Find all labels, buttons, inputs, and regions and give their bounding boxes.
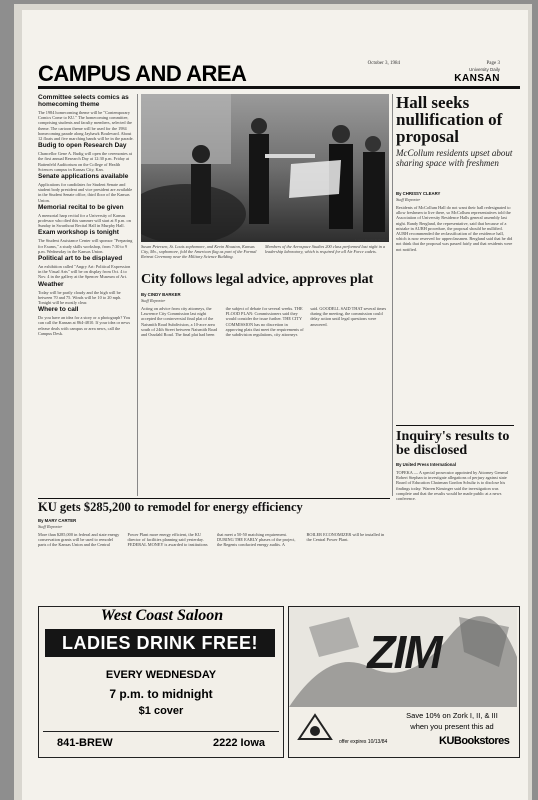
brief-text: The 1984 homecoming theme will be "Contemporary Comics Come to KU." The homecoming committee, comprising students and faculty members, selected the theme. The cartoon theme will be used for the 1984 homecoming parade along Jayhawk Boulevard. About 12 floats and five marching bands will be in the parade. — [38, 110, 134, 142]
city-body: Acting on advice from city attorneys, the Lawrence City Commission last night accepted the controversial final plat of the Naismith Road Subdivision, a 10-acre area south of 24th Street between Naismith Road and Ousdahl Road. The final plat had been the subject of debate for several weeks. THE FLOOD PLAN: Commissioners said they would consider the issue further. THE CITY COMMISSION has no discretion in approving plats that meet the requirements of the subdivision regulations, city attorneys said. GOODELL SAID THAT several times during the meeting, the commission could delay action until legal questions were answered. — [141, 306, 387, 338]
brief-heading: Budig to open Research Day — [38, 142, 127, 150]
hall-body: Residents of McCollum Hall do not want their hall redesignated to allow freshmen to live there, so McCollum representatives told the Association of University Residence Halls general assembly last night. Randy Bergland, the representative, said that because of a mistake in AURH procedure, the proposal should be nullified. AURH recommended the reclassification of the residence hall, which is now reserved for upperclassmen. Bergland said that he did not think that the proposal was passed fairly and that residents were not notified. — [396, 205, 513, 252]
brief-item — [38, 281, 134, 306]
ku-rule — [38, 498, 390, 499]
brief-item — [38, 255, 134, 280]
zork-ad-title: ZIM — [367, 626, 441, 678]
ceremony-photo-image — [141, 94, 389, 242]
paper-nameplate: KANSAN — [454, 73, 500, 84]
ku-role: Staff Reporter — [38, 524, 63, 529]
saloon-ad-address: 2222 Iowa — [213, 737, 265, 749]
saloon-ad-rule — [43, 731, 279, 732]
brief-heading: Committee selects comics as homecoming theme — [38, 94, 129, 108]
saloon-ad-banner — [45, 629, 275, 657]
column-divider — [137, 94, 138, 496]
brief-heading: Where to call — [38, 306, 79, 314]
brief-text: The Student Assistance Center will sponsor "Preparing for Exams," a study skills workshop, from 7:30 to 9 p.m. Wednesday in the Kansas Union. — [38, 238, 133, 254]
photo-credit: Laurie Kennedy/Kansan — [354, 238, 389, 242]
inquiry-rule — [396, 425, 514, 426]
brief-heading: Exam workshop is tonight — [38, 229, 119, 237]
zork-ad-present-line: when you present this ad — [410, 722, 494, 731]
column-divider — [392, 94, 393, 496]
hall-byline: By CHRISSY CLEARY — [396, 191, 441, 196]
saloon-ad-time: 7 p.m. to midnight — [109, 687, 213, 701]
saloon-ad-headline: LADIES DRINK FREE! — [61, 633, 258, 653]
university-label: University Daily — [468, 67, 500, 72]
section-title: CAMPUS AND AREA — [38, 61, 247, 86]
brief-text: An exhibition called "Angry Art: Political Expression in the Visual Arts" will be on display from Oct. 4 to Nov. 4 in the gallery at the Spencer Museum of Art. — [38, 264, 131, 280]
inquiry-byline-block — [396, 462, 514, 469]
brief-text: Today will be partly cloudy and the high will be between 70 and 75. Winds will be 10 to 20 mph. Tonight will be mostly clear. — [38, 289, 122, 306]
bookstore-ad — [288, 606, 520, 758]
brief-text: Do you have an idea for a story or a photograph? You can call the Kansan at 864-4810. If your idea or news release deals with campus or area news, call the Campus Desk. — [38, 315, 131, 336]
photo-caption-left: Susan Petersen, St. Louis sophomore, and Kevin Houston, Kansas City, Mo., sophomore, fold the American flag as part of the Formal Retreat Ceremony near the Military Science Building. — [141, 244, 257, 260]
ku-byline: By MARY CARTER — [38, 518, 77, 523]
brief-item — [38, 173, 134, 203]
zork-ad-emblem-icon — [295, 711, 335, 743]
briefs-column — [38, 94, 134, 496]
saloon-ad — [38, 606, 284, 758]
inquiry-byline: By United Press International — [396, 462, 456, 467]
city-headline: City follows legal advice, approves plat — [141, 272, 374, 287]
ku-body: More than $285,000 in federal and state energy conservation grants will be used to remodel parts of the Kansas Union and the Central Power Plant more energy efficient, the KU director of facilities planning said yesterday. FEDERAL MONEY is awarded to institutions that meet a 50-50 matching requirement. DURING THE EARLY phases of the project, the Regents conducted energy audits. A BOILER ECONOMIZER will be installed in the Central Power Plant. — [38, 532, 385, 548]
brief-item — [38, 142, 134, 172]
inquiry-headline: Inquiry's results to be disclosed — [396, 429, 510, 458]
hall-role: Staff Reporter — [396, 197, 421, 202]
city-role: Staff Reporter — [141, 298, 166, 303]
hall-deck: McCollum residents upset about sharing space with freshmen — [396, 148, 513, 168]
brief-item — [38, 306, 134, 336]
header-rule — [38, 86, 520, 89]
zork-ad-offer: offer expires 10/13/84 — [339, 739, 388, 745]
inquiry-body: TOPEKA — A special prosecutor appointed by Attorney General Robert Stephan to investigate allegations of perjury against state Board of Education Chairman Gordon Schultz is to disclose his findings today. Warren Kinsinger said the investigation was complete and that the results would be made public at a news conference. — [396, 470, 509, 502]
zork-ad-save-line: Save 10% on Zork I, II, & III — [406, 711, 498, 720]
brief-text: Chancellor Gene A. Budig will open the ceremonies at the first annual Research Day at 12:30 p.m. Friday at Battenfeld Auditorium on the College of Health Sciences campus in Kansas City, Kan. — [38, 151, 132, 172]
saloon-ad-cover: $1 cover — [138, 705, 184, 717]
issue-date: October 3, 1984 — [367, 61, 400, 66]
brief-heading: Weather — [38, 280, 64, 288]
saloon-ad-schedule: EVERY WEDNESDAY — [105, 669, 217, 681]
brief-text: Applications for candidates for Student Senate and student body president and vice president are available in the Student Senate office, third floor of the Kansas Union. — [38, 182, 133, 203]
city-byline: By CINDY BARKER — [141, 292, 181, 297]
hall-headline: Hall seeks nullification of proposal — [396, 93, 503, 146]
brief-item — [38, 229, 134, 254]
saloon-ad-phone: 841-BREW — [57, 737, 113, 749]
ceremony-photo — [141, 94, 389, 242]
brief-item — [38, 204, 134, 229]
saloon-ad-name: West Coast Saloon — [100, 607, 224, 624]
brief-heading: Political art to be displayed — [38, 255, 123, 263]
photo-caption-right: Members of the Aerospace Studies 200 class performed last night in a leadership laboratory, which is required for all Air Force cadets. — [265, 244, 386, 255]
zork-ad-store: KUBookstores — [439, 735, 510, 747]
brief-heading: Senate applications available — [38, 173, 129, 181]
brief-text: A memorial harp recital for a University of Kansas professor who died this summer will start at 8 p.m. on Sunday in Swarthout Recital Hall in Murphy Hall. — [38, 212, 131, 229]
brief-item — [38, 94, 134, 141]
ku-headline: KU gets $285,200 to remodel for energy efficiency — [38, 500, 303, 514]
page-number: Page 3 — [486, 61, 500, 66]
brief-heading: Memorial recital to be given — [38, 203, 124, 211]
